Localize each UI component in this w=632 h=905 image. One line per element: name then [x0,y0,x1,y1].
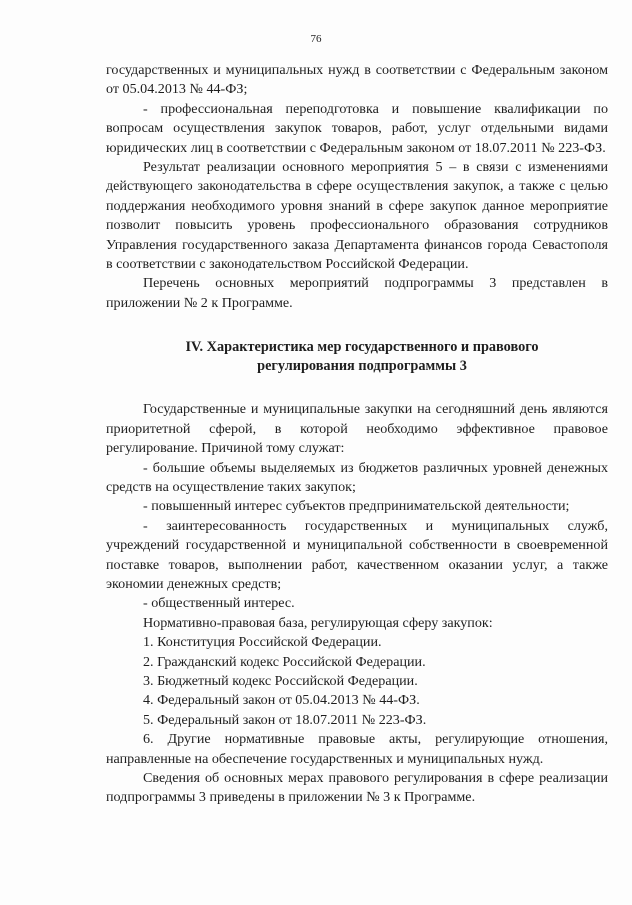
section-heading-line: регулирования подпрограммы 3 [257,358,467,375]
list-item: - общественный интерес. [143,595,295,612]
list-item: 5. Федеральный закон от 18.07.2011 № 223-ФЗ. [143,711,427,728]
list-item: 6. Другие нормативные правовые акты, регулирующие отношения, направленные на обеспечение государственных и муниципальных нужд. [106,731,608,767]
list-item: 3. Бюджетный кодекс Российской Федерации. [143,672,418,689]
paragraph: Перечень основных мероприятий подпрограммы 3 представлен в приложении № 2 к Программе. [106,275,608,311]
list-item: 2. Гражданский кодекс Российской Федерации. [143,653,426,670]
paragraph: Результат реализации основного мероприятия 5 – в связи с изменениями действующего законодательства в сфере осуществления закупок, а также с целью поддержания необходимого уровня знаний в сфере закупок данное мероприятие позволит повысить уровень профессионального образования сотрудников Управления государственного заказа Департамента финансов города Севастополя в соответствии с законодательством Российской Федерации. [106,159,608,273]
paragraph: - профессиональная переподготовка и повышение квалификации по вопросам осуществления закупок товаров, работ, услуг отдельными видами юридических лиц в соответствии с Федеральным законом от 18.07.2011 № 223-ФЗ. [106,100,608,156]
list-item: 4. Федеральный закон от 05.04.2013 № 44-ФЗ. [143,692,420,709]
list-item: - заинтересованность государственных и муниципальных служб, учреждений государственной и муниципальной собственности в своевременной поставке товаров, выполнении работ, качественном оказании услуг, а также экономии денежных средств; [106,517,608,592]
paragraph: Сведения об основных мерах правового регулирования в сфере реализации подпрограммы 3 приведены в приложении № 3 к Программе. [106,770,608,806]
paragraph: государственных и муниципальных нужд в соответствии с Федеральным законом от 05.04.2013 № 44-ФЗ; [106,62,608,98]
list-item: - повышенный интерес субъектов предпринимательской деятельности; [143,498,570,515]
page-number: 76 [310,33,322,45]
list-item: 1. Конституция Российской Федерации. [143,634,382,651]
list-item: - большие объемы выделяемых из бюджетов различных уровней денежных средств на осуществление таких закупок; [106,459,608,495]
paragraph: Нормативно-правовая база, регулирующая сферу закупок: [143,614,493,631]
document-body [106,61,608,808]
section-heading [106,338,608,376]
paragraph: Государственные и муниципальные закупки на сегодняшний день являются приоритетной сферой, в которой необходимо эффективное правовое регулирование. Причиной тому служат: [106,401,608,457]
section-heading-line: IV. Характеристика мер государственного и правового [185,339,539,356]
